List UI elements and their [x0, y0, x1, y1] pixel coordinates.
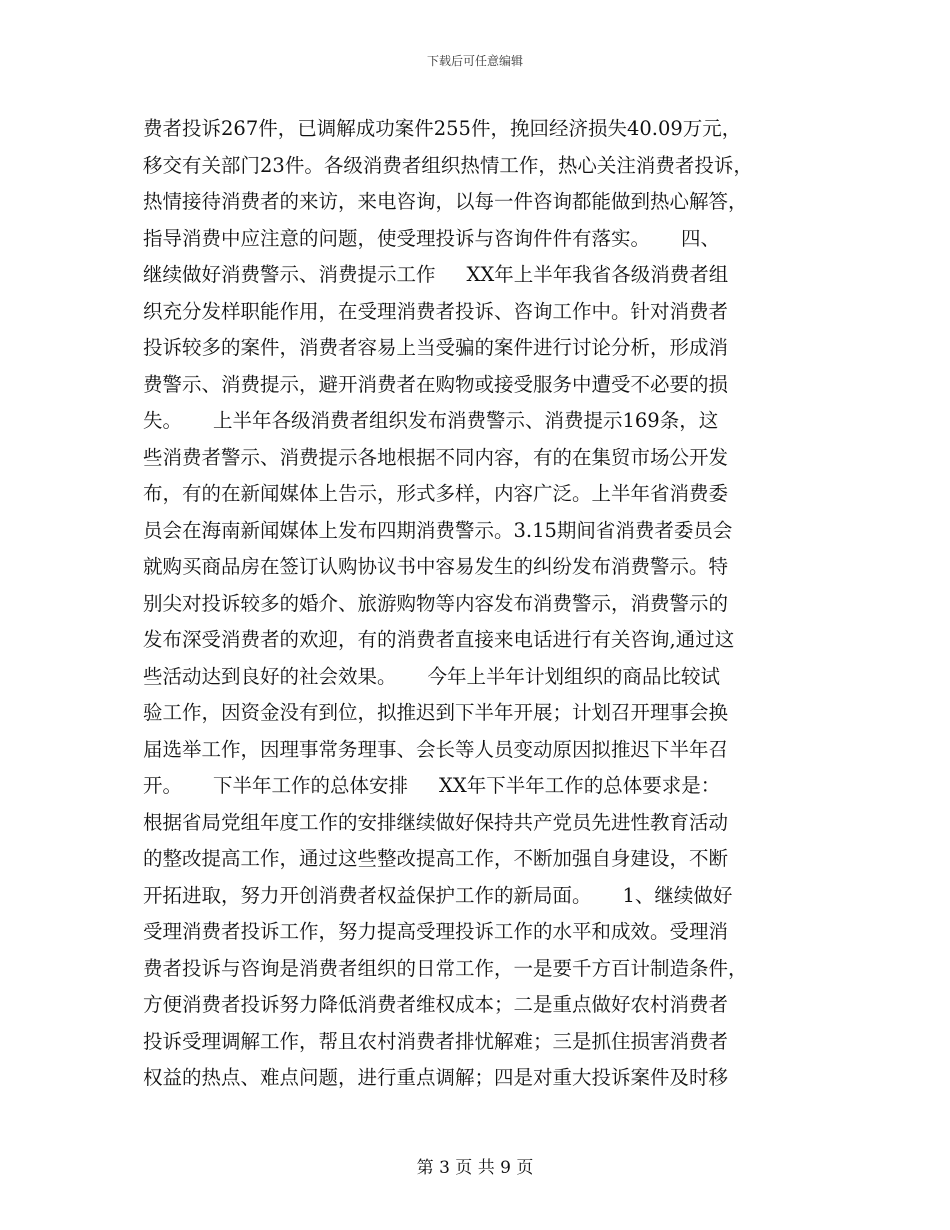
text-line: 开。 下半年工作的总体安排 XX年下半年工作的总体要求是： [143, 774, 721, 797]
text-line: 失。 上半年各级消费者组织发布消费警示、消费提示169条，这 [143, 409, 719, 432]
text-line: 些活动达到良好的社会效果。 今年上半年计划组织的商品比较试 [143, 664, 720, 688]
text-line: 布，有的在新闻媒体上告示，形式多样，内容广泛。上半年省消费委 [143, 482, 729, 505]
text-line: 费者投诉267件，已调解成功案件255件，挽回经济损失40.09万元， [143, 117, 742, 140]
text-line: 些消费者警示、消费提示各地根据不同内容，有的在集贸市场公开发 [143, 445, 729, 469]
text-line: 发布深受消费者的欢迎，有的消费者直接来电话进行有关咨询,通过这 [143, 628, 735, 651]
text-line: 移交有关部门23件。各级消费者组织热情工作，热心关注消费者投诉， [143, 153, 753, 177]
text-line: 指导消费中应注意的问题，使受理投诉与咨询件件有落实。 四、 [143, 226, 720, 250]
text-line: 员会在海南新闻媒体上发布四期消费警示。3.15期间省消费者委员会 [143, 518, 733, 542]
text-line: 费警示、消费提示，避开消费者在购物或接受服务中遭受不必要的损 [143, 372, 729, 396]
text-line: 继续做好消费警示、消费提示工作 XX年上半年我省各级消费者组 [143, 263, 729, 286]
text-line: 受理消费者投诉工作，努力提高受理投诉工作的水平和成效。受理消 [143, 920, 729, 943]
text-line: 费者投诉与咨询是消费者组织的日常工作，一是要千方百计制造条件， [143, 956, 748, 980]
page-number: 第 3 页 共 9 页 [416, 1158, 534, 1178]
text-line: 热情接待消费者的来访，来电咨询，以每一件咨询都能做到热心解答， [143, 190, 748, 213]
text-line: 就购买商品房在签订认购协议书中容易发生的纠纷发布消费警示。特 [143, 555, 729, 578]
text-line: 届选举工作，因理事常务理事、会长等人员变动原因拟推迟下半年召 [143, 737, 729, 761]
text-line: 根据省局党组年度工作的安排继续做好保持共产党员先进性教育活动 [143, 810, 729, 834]
text-line: 织充分发样职能作用，在受理消费者投诉、咨询工作中。针对消费者 [143, 299, 729, 323]
page-header: 下载后可任意编辑 [426, 54, 523, 68]
text-line: 方便消费者投诉努力降低消费者维权成本；二是重点做好农村消费者 [143, 993, 729, 1016]
text-line: 验工作，因资金没有到位，拟推迟到下半年开展；计划召开理事会换 [143, 701, 729, 724]
text-line: 的整改提高工作，通过这些整改提高工作，不断加强自身建设，不断 [143, 847, 729, 870]
document-body [143, 111, 823, 1097]
text-line: 投诉受理调解工作，帮且农村消费者排忧解难；三是抓住损害消费者 [143, 1029, 729, 1053]
text-line: 开拓进取，努力开创消费者权益保护工作的新局面。 1、继续做好 [143, 883, 733, 907]
text-line: 别尖对投诉较多的婚介、旅游购物等内容发布消费警示，消费警示的 [143, 591, 729, 615]
text-line: 投诉较多的案件，消费者容易上当受骗的案件进行讨论分析，形成消 [143, 336, 729, 359]
text-line: 权益的热点、难点问题，进行重点调解；四是对重大投诉案件及时移 [143, 1066, 729, 1089]
